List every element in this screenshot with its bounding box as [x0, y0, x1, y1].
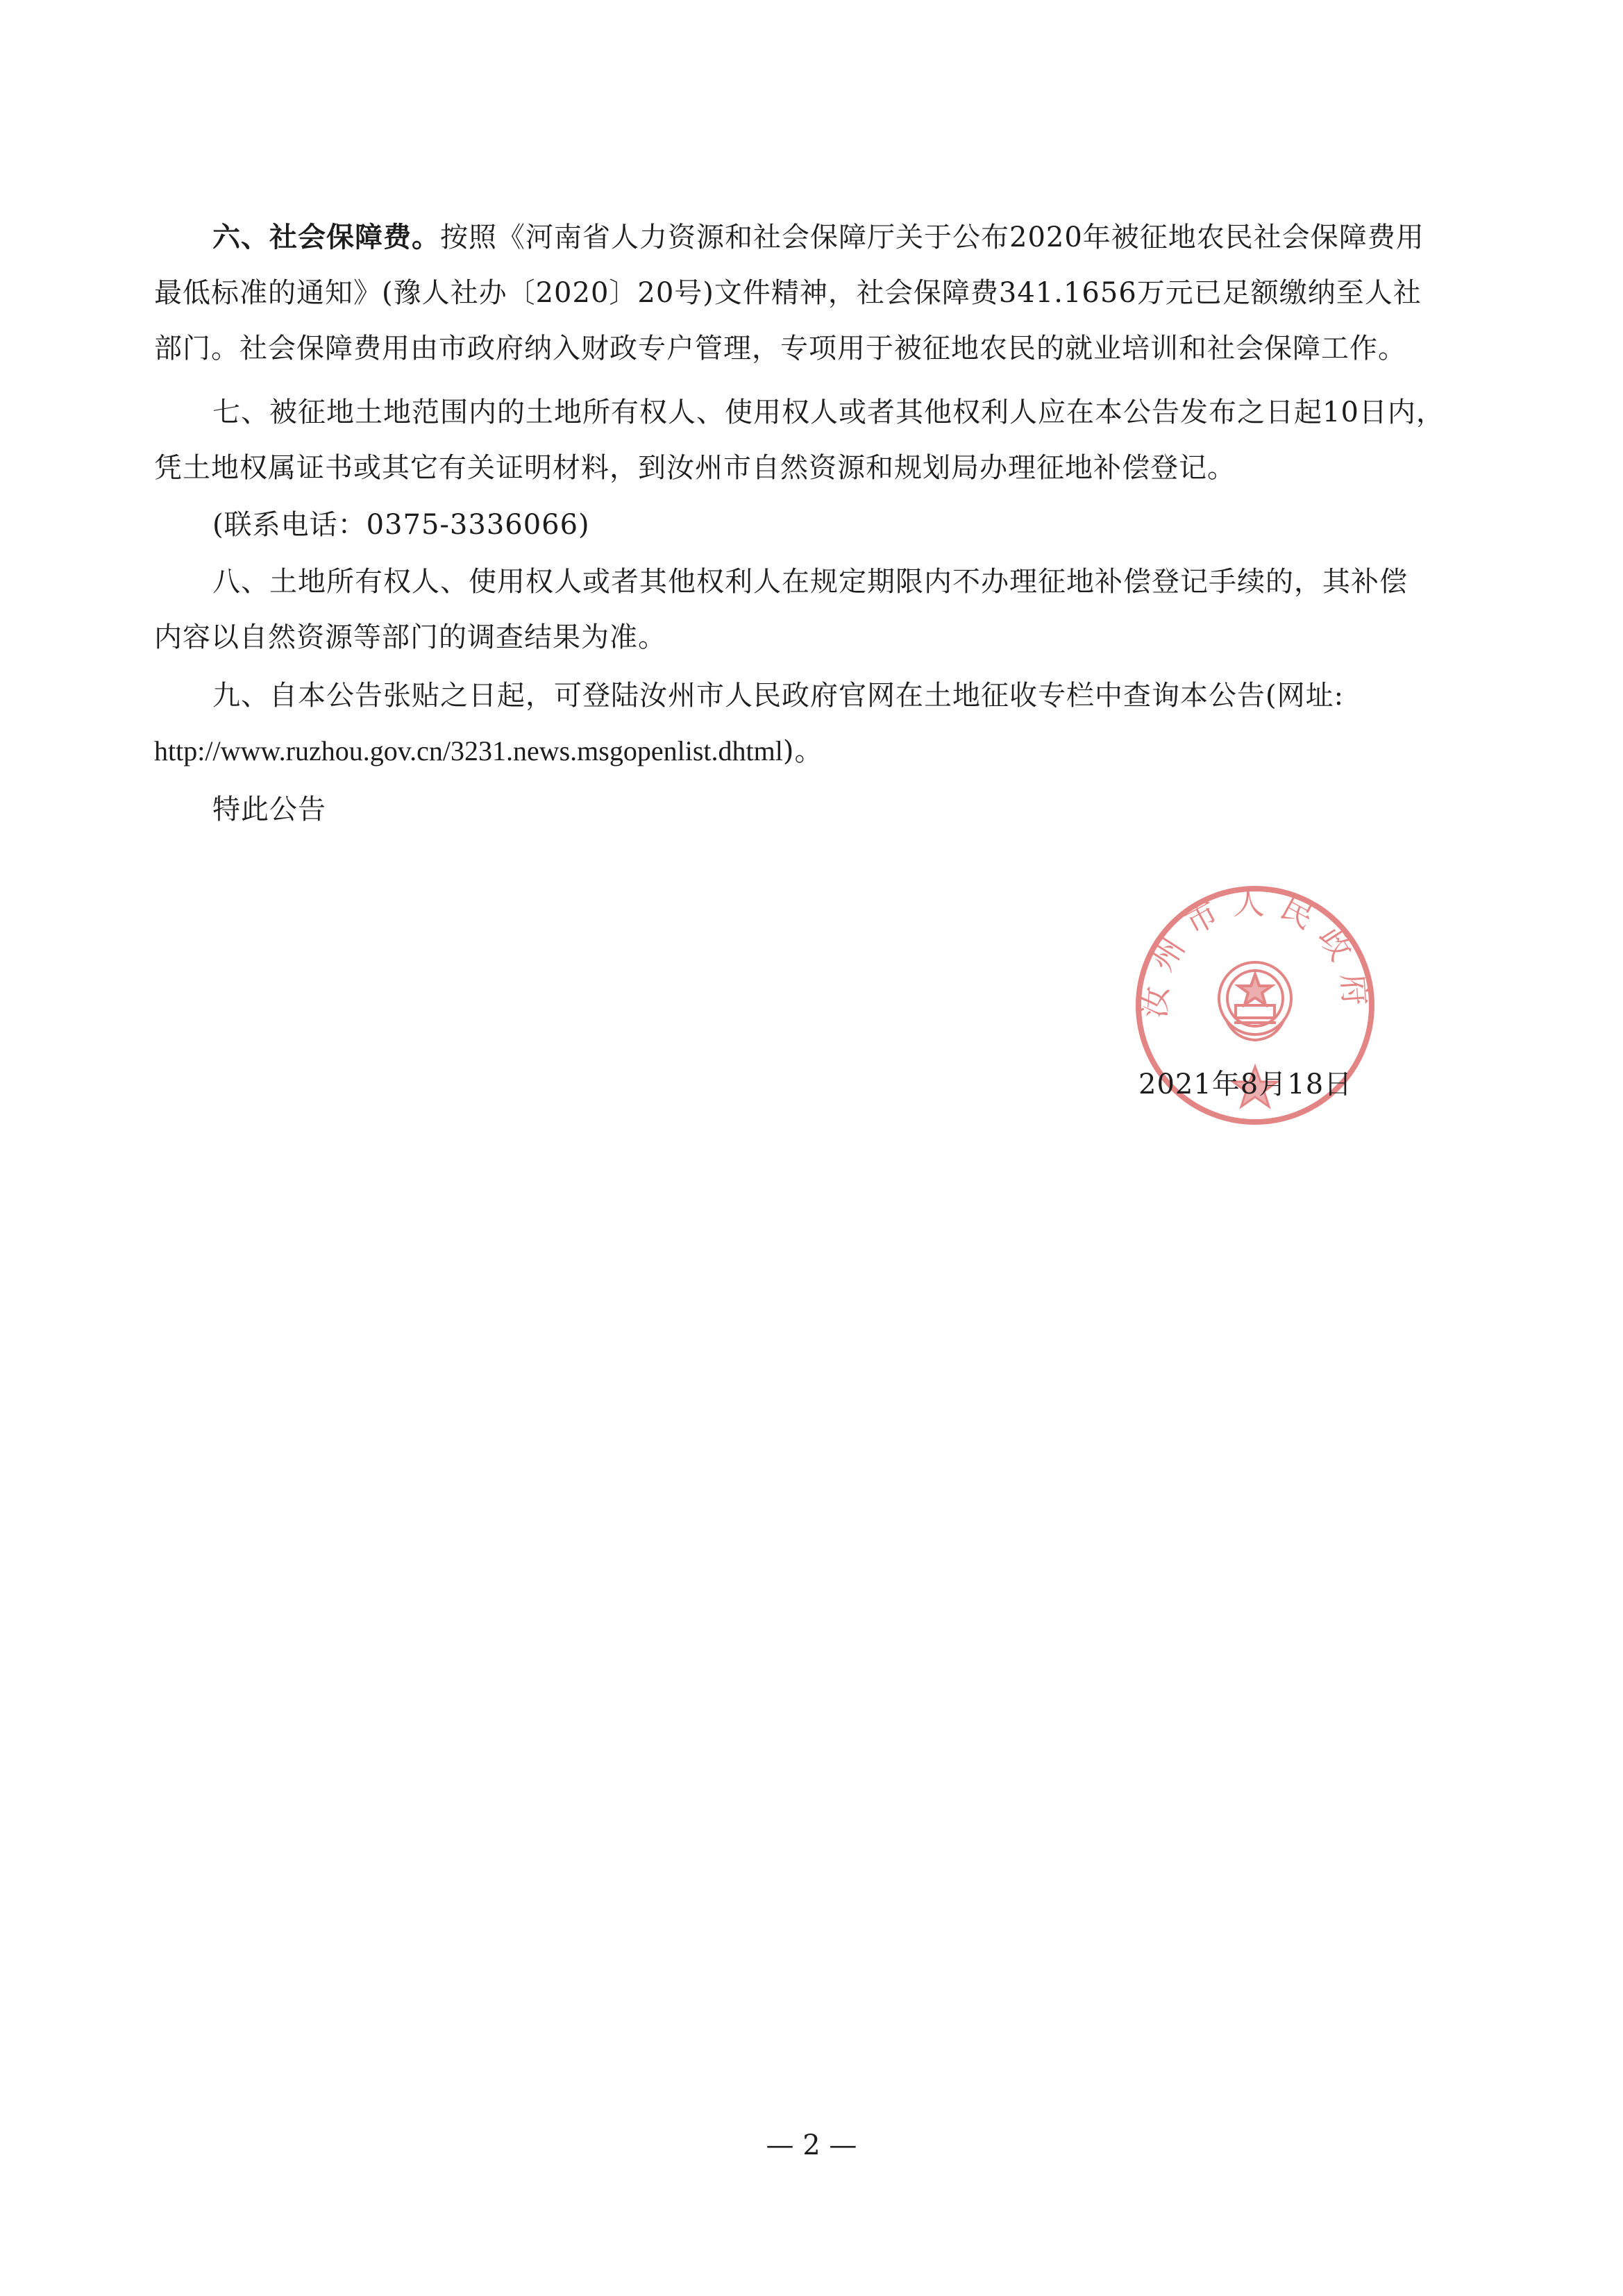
national-emblem-icon	[1219, 962, 1291, 1040]
paragraph-line: 部门。社会保障费用由市政府纳入财政专户管理，专项用于被征地农民的就业培训和社会保障工作。	[154, 333, 1406, 364]
seal-text: 汝州市人民政府	[1135, 884, 1375, 1020]
paragraph-line	[154, 723, 1487, 779]
paragraph-deadline	[154, 554, 1487, 665]
paragraph-line: 九、自本公告张贴之日起，可登陆汝州市人民政府官网在土地征收专栏中查询本公告(网址:	[212, 680, 1345, 712]
section-heading: 六、社会保障费。	[212, 221, 440, 253]
issue-date: 2021年8月18日	[1138, 1069, 1353, 1100]
paragraph-line: 凭土地权属证书或其它有关证明材料，到汝州市自然资源和规划局办理征地补偿登记。	[154, 452, 1236, 484]
paragraph-line: 最低标准的通知》(豫人社办〔2020〕20号)文件精神，社会保障费341.1656万元已足额缴纳至人社	[154, 277, 1422, 309]
closing-text: 特此公告	[212, 794, 326, 826]
paragraph-social-security	[154, 210, 1487, 376]
paragraph-line: 七、被征地土地范围内的土地所有权人、使用权人或者其他权利人应在本公告发布之日起10日内，	[212, 396, 1445, 428]
paragraph-closing	[154, 782, 1487, 837]
website-url[interactable]: http://www.ruzhou.gov.cn/3231.news.msgopenlist.dhtml	[154, 735, 783, 766]
paragraph-text: 按照《河南省人力资源和社会保障厅关于公布2020年被征地农民社会保障费用	[440, 221, 1424, 253]
contact-phone: (联系电话：0375-3336066)	[212, 509, 590, 541]
paragraph-registration	[154, 385, 1487, 496]
paragraph-contact	[154, 497, 1487, 553]
paragraph-line	[154, 210, 1487, 265]
paragraph-website	[154, 668, 1487, 779]
url-suffix: )。	[782, 735, 823, 767]
paragraph-line: 八、土地所有权人、使用权人或者其他权利人在规定期限内不办理征地补偿登记手续的，其补偿	[212, 566, 1408, 598]
page-number: — 2 —	[766, 2129, 857, 2161]
paragraph-line: 内容以自然资源等部门的调查结果为准。	[154, 621, 666, 653]
